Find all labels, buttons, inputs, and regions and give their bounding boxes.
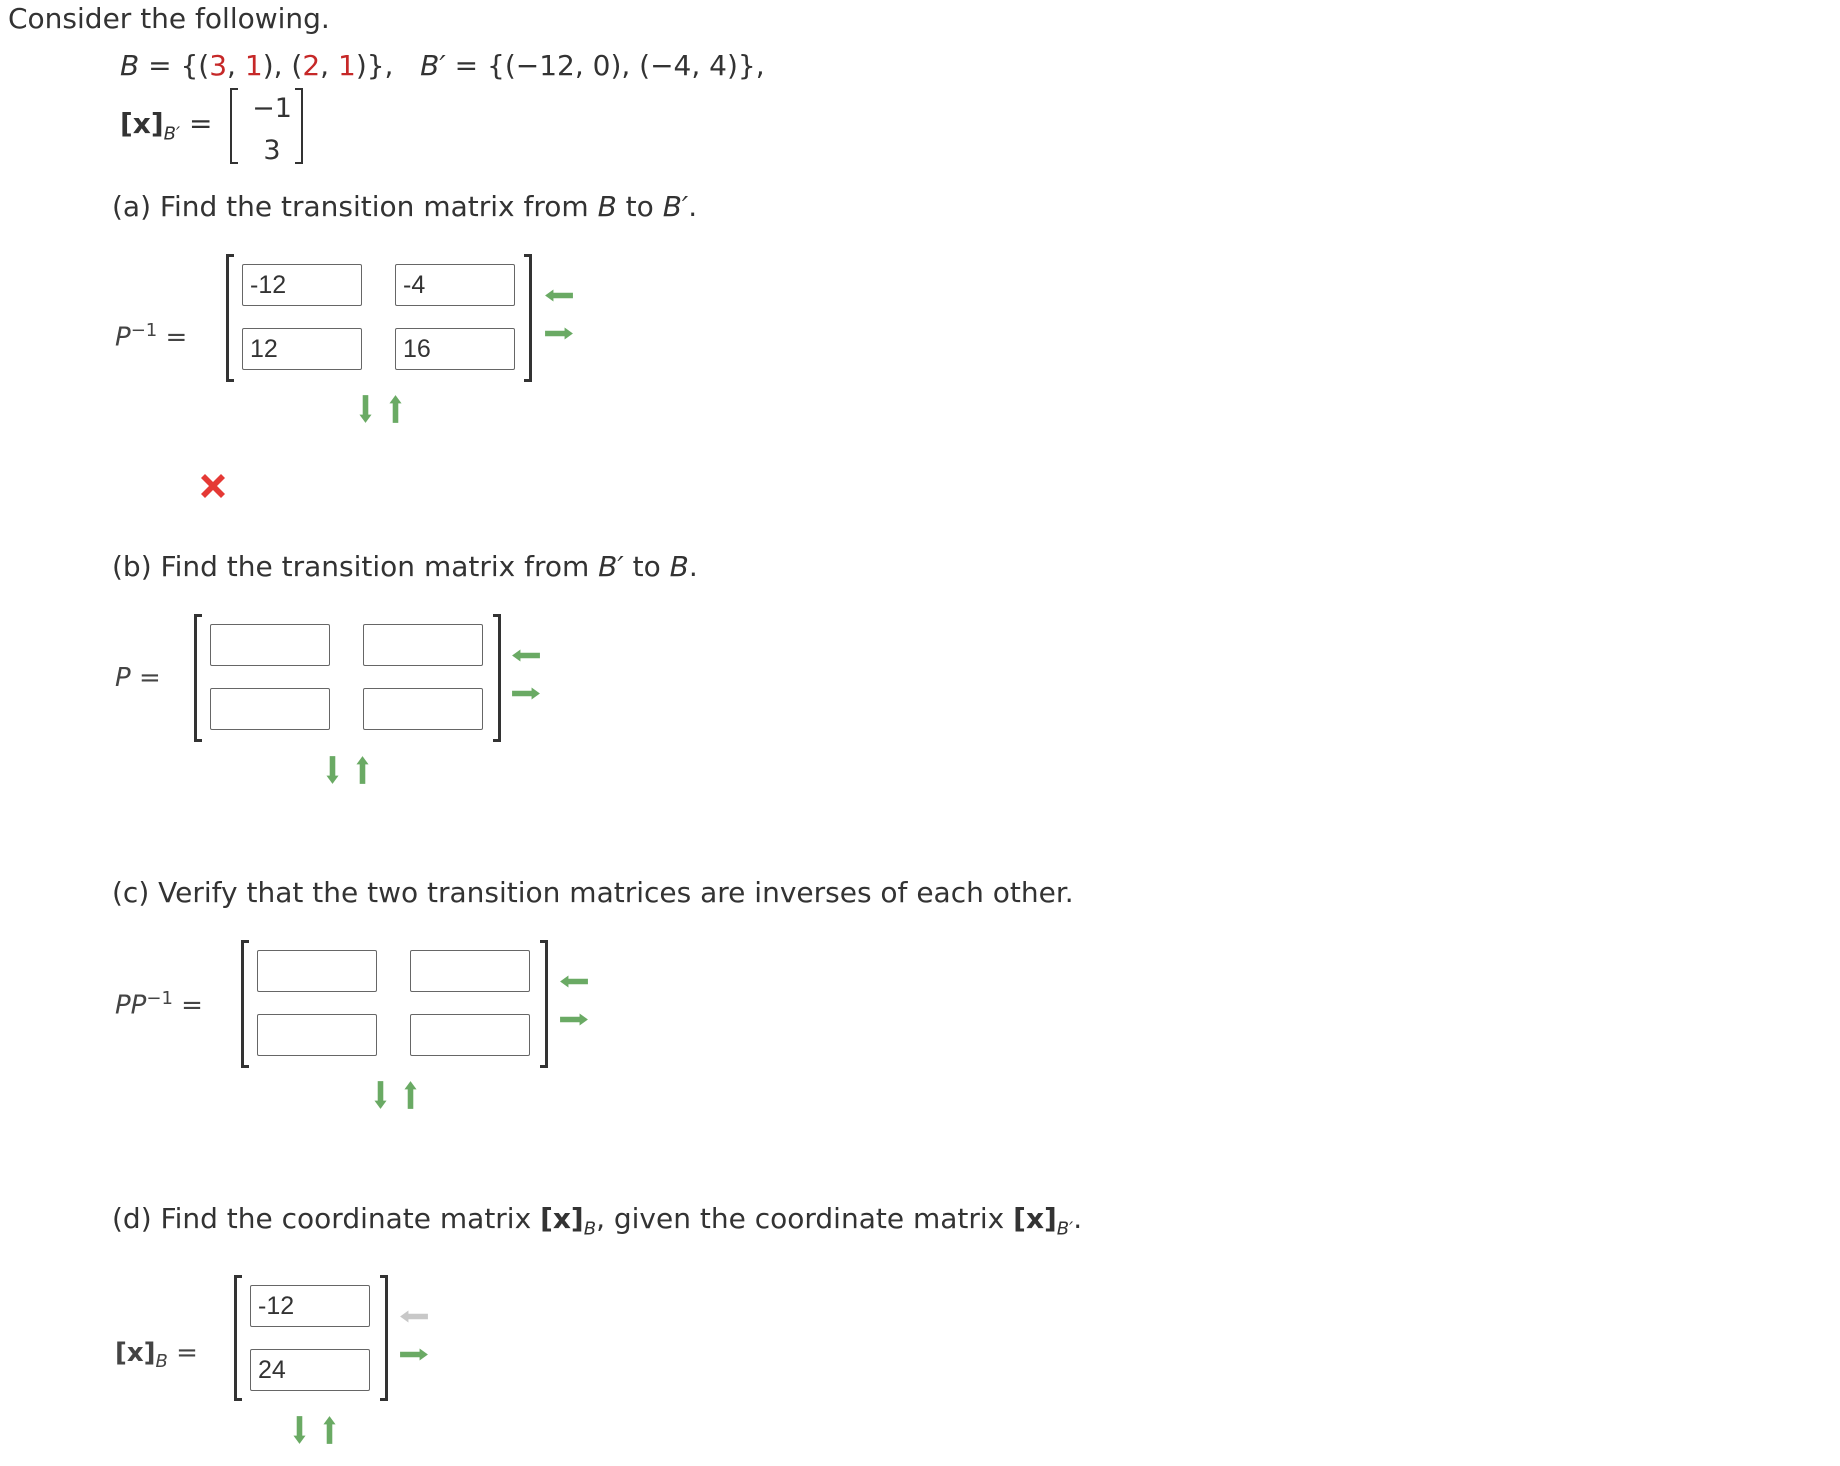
part-c-cell-r2c1[interactable] <box>257 1014 377 1056</box>
arrow-up-icon <box>323 1415 336 1445</box>
arrow-left-icon <box>544 289 574 302</box>
basis-bp-label: B′ <box>420 49 446 82</box>
part-a-bracket-left <box>226 254 234 382</box>
basis-b-label: B <box>120 49 140 82</box>
part-a-add-row-button[interactable] <box>353 392 377 426</box>
part-a-label: $P^{-1}$ = <box>115 320 188 353</box>
part-b-label: P = <box>115 663 161 693</box>
xbp-bracket-right <box>295 88 303 164</box>
arrow-left-icon <box>559 975 589 988</box>
part-c-add-column-button[interactable] <box>558 968 590 994</box>
part-d-remove-column-button[interactable] <box>398 1341 430 1367</box>
part-d-cell-r2[interactable] <box>250 1349 370 1391</box>
part-a-cell-r2c1[interactable] <box>242 328 362 370</box>
part-d-add-column-button[interactable] <box>398 1303 430 1329</box>
part-c-bracket-left <box>241 940 249 1068</box>
part-a-add-column-button[interactable] <box>543 282 575 308</box>
part-a-bracket-right <box>524 254 532 382</box>
part-b-bracket-left <box>194 614 202 742</box>
part-b-prompt: (b) Find the transition matrix from B′ to B. <box>112 550 698 583</box>
arrow-right-icon <box>511 687 541 700</box>
part-d-label: $[x]_B$ = <box>115 1338 198 1373</box>
arrow-left-icon <box>511 649 541 662</box>
part-c-cell-r2c2[interactable] <box>410 1014 530 1056</box>
part-a-prompt: (a) Find the transition matrix from B to B′. <box>112 190 698 223</box>
b-vec1-y: 1 <box>244 49 263 82</box>
part-c-add-row-button[interactable] <box>368 1078 392 1112</box>
part-b-cell-r1c2[interactable] <box>363 624 483 666</box>
arrow-down-icon <box>359 394 372 424</box>
xbp-label: $[x]_{B'}$ = <box>120 107 213 145</box>
b-vec1-x: 3 <box>209 49 228 82</box>
part-d-add-row-button[interactable] <box>287 1413 311 1447</box>
part-c-bracket-right <box>540 940 548 1068</box>
part-b-remove-row-button[interactable] <box>350 753 374 787</box>
part-a-cell-r1c2[interactable] <box>395 264 515 306</box>
arrow-right-icon <box>399 1348 429 1361</box>
xbp-value-1: −1 <box>252 93 292 124</box>
part-b-remove-column-button[interactable] <box>510 680 542 706</box>
basis-bp-set: {(−12, 0), (−4, 4)}, <box>487 49 765 82</box>
b-vec2-y: 1 <box>337 49 356 82</box>
part-b-cell-r1c1[interactable] <box>210 624 330 666</box>
xbp-value-2: 3 <box>263 135 281 166</box>
xbp-bracket-left <box>230 88 238 164</box>
part-d-remove-row-button[interactable] <box>317 1413 341 1447</box>
part-b-add-row-button[interactable] <box>320 753 344 787</box>
b-vec2-x: 2 <box>302 49 321 82</box>
part-c-remove-column-button[interactable] <box>558 1006 590 1032</box>
part-a-cell-r2c2[interactable] <box>395 328 515 370</box>
arrow-down-icon <box>374 1080 387 1110</box>
arrow-right-icon <box>544 327 574 340</box>
part-b-add-column-button[interactable] <box>510 642 542 668</box>
part-b-cell-r2c2[interactable] <box>363 688 483 730</box>
part-a-cell-r1c1[interactable] <box>242 264 362 306</box>
part-c-prompt: (c) Verify that the two transition matrices are inverses of each other. <box>112 876 1074 909</box>
part-d-bracket-left <box>234 1275 242 1401</box>
part-c-remove-row-button[interactable] <box>398 1078 422 1112</box>
intro-text: Consider the following. <box>8 2 330 35</box>
part-c-label: $PP^{-1}$ = <box>115 988 203 1021</box>
part-a-remove-column-button[interactable] <box>543 320 575 346</box>
part-b-cell-r2c1[interactable] <box>210 688 330 730</box>
arrow-down-icon <box>293 1415 306 1445</box>
part-c-cell-r1c1[interactable] <box>257 950 377 992</box>
arrow-down-icon <box>326 755 339 785</box>
basis-definitions: B = {(3, 1), (2, 1)}, B′ = {(−12, 0), (−4, 4)}, <box>120 49 765 82</box>
incorrect-x-icon <box>197 470 229 502</box>
part-d-cell-r1[interactable] <box>250 1285 370 1327</box>
part-d-prompt: (d) Find the coordinate matrix $[x]_B$, given the coordinate matrix $[x]_{B'}$. <box>112 1202 1083 1240</box>
part-d-bracket-right <box>380 1275 388 1401</box>
part-c-cell-r1c2[interactable] <box>410 950 530 992</box>
part-a-remove-row-button[interactable] <box>383 392 407 426</box>
arrow-up-icon <box>389 394 402 424</box>
arrow-left-icon <box>399 1310 429 1323</box>
arrow-up-icon <box>356 755 369 785</box>
part-b-bracket-right <box>493 614 501 742</box>
arrow-up-icon <box>404 1080 417 1110</box>
arrow-right-icon <box>559 1013 589 1026</box>
